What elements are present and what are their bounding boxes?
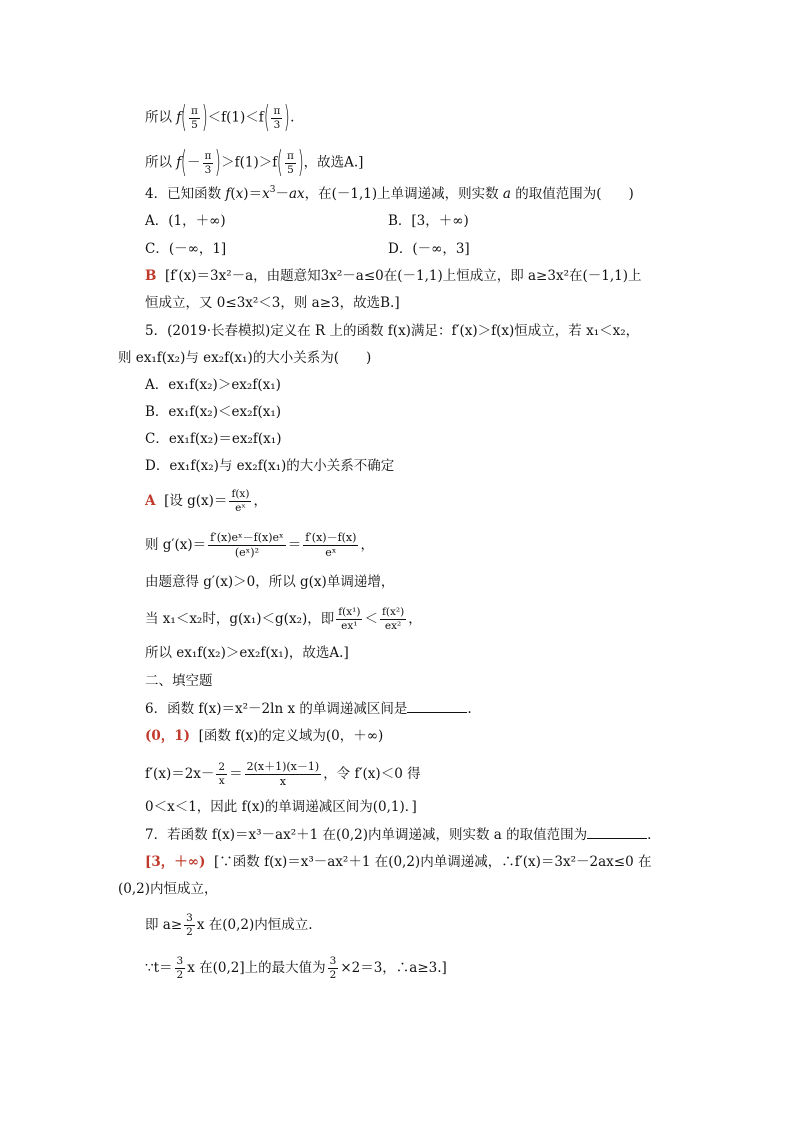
text: ×2＝3，∴a≥3.] [340, 960, 447, 976]
q6-solution-line-3: 0＜x＜1，因此 f(x)的单调递减区间为(0,1)．] [145, 799, 417, 815]
text: [f′(x)＝3x²－a，由题意知3x²－a≤0在(－1,1)上恒成立，即 a≥3x²在(－1,1)上 [165, 268, 642, 284]
superscript: 3 [269, 185, 276, 195]
text: ＜ [364, 611, 378, 627]
text: ＜f(1)＜f [207, 109, 264, 126]
frac-den: 5 [191, 118, 198, 131]
frac-den: 2 [186, 926, 193, 938]
left-paren: ( [277, 145, 284, 180]
q6-solution-line-2 [145, 760, 421, 789]
q4-option-d[interactable]: D．(－∞，3] [388, 241, 470, 257]
fraction-pi-5 [285, 150, 296, 177]
q5-solution-line-1 [145, 488, 267, 515]
q4-solution-line-1 [145, 267, 642, 285]
q5-solution-line-4 [145, 606, 422, 633]
fraction [184, 912, 195, 939]
frac-den: ex² [384, 620, 402, 632]
text: 所以 [145, 154, 172, 171]
q7-solution-line-4 [145, 955, 447, 982]
q4-answer: B [145, 268, 157, 284]
text: ， [408, 611, 422, 627]
frac-num: f(x) [231, 488, 250, 500]
text: [∵函数 f(x)＝x³－ax²＋1 在(0,2)内单调递减，∴f′(x)＝3x²－2ax≤0 在 [214, 854, 652, 870]
text: ax [288, 186, 305, 202]
frac-den: 2 [329, 969, 337, 981]
frac-num: π [204, 149, 212, 162]
text: － [275, 186, 289, 202]
q5-solution-line-3: 由题意得 g′(x)＞0，所以 g(x)单调递增， [145, 574, 395, 590]
text: [设 g(x)＝ [164, 493, 228, 509]
fraction-pi-3 [203, 150, 214, 177]
fraction [380, 606, 406, 633]
frac-den: (eˣ)² [234, 546, 260, 559]
right-paren: ) [215, 145, 222, 180]
right-paren: ) [201, 100, 208, 135]
text: ， [360, 537, 374, 553]
frac-num: 3 [176, 955, 184, 967]
text: 7．若函数 f(x)＝x³－ax²＋1 在(0,2)内单调递减，则实数 a 的取值范围为 [145, 827, 588, 843]
q7-stem [145, 826, 651, 844]
q5-stem-line-2: 则 ex₁f(x₂)与 ex₂f(x₁)的大小关系为( ) [118, 350, 372, 366]
frac-num: f(x¹) [338, 606, 361, 618]
q6-answer: (0，1) [145, 728, 191, 744]
frac-num: 2 [218, 761, 226, 773]
fraction-pi-3 [271, 105, 282, 132]
frac-num: f′(x)－f(x) [305, 531, 357, 544]
q5-answer: A [145, 493, 156, 509]
fraction [303, 531, 358, 560]
frac-num: π [286, 149, 294, 162]
text: . [647, 827, 652, 843]
fraction [175, 955, 186, 982]
text: [函数 f(x)的定义域为(0，＋∞) [198, 728, 384, 744]
frac-den: x [218, 775, 225, 787]
text: x [235, 186, 244, 202]
text: a [502, 186, 511, 202]
fraction [216, 761, 227, 788]
right-paren: ) [297, 145, 304, 180]
text: ( [230, 186, 236, 202]
text: 即 a≥ [145, 917, 183, 933]
q7-answer: [3，＋∞) [145, 854, 206, 870]
fraction [245, 760, 322, 789]
text: 6．函数 f(x)＝x²－2ln x 的单调递减区间是 [145, 701, 408, 717]
section-heading-fill-in: 二、填空题 [145, 673, 213, 689]
frac-den: 3 [204, 163, 212, 176]
text: ＞f(1)＞f [221, 154, 278, 171]
text: x [262, 186, 270, 202]
math-f: f [176, 154, 182, 171]
text: )＝ [243, 186, 263, 202]
text: f′(x)＝2x－ [145, 766, 215, 782]
frac-num: 3 [329, 955, 337, 967]
frac-num: π [273, 104, 281, 117]
q5-option-b[interactable]: B．ex₁f(x₂)＜ex₂f(x₁) [145, 404, 282, 420]
text: 当 x₁＜x₂时，g(x₁)＜g(x₂)，即 [145, 611, 335, 627]
q7-solution-line-2: (0,2)内恒成立， [118, 881, 218, 897]
text: － [187, 154, 201, 171]
q4-stem [145, 185, 634, 203]
fraction [229, 488, 251, 515]
text: 则 g′(x)＝ [145, 537, 207, 553]
text: x 在(0,2]上的最大值为 [187, 960, 326, 976]
frac-den: ex¹ [341, 620, 358, 632]
text: x 在(0,2)内恒成立. [196, 917, 313, 933]
answer-blank[interactable] [407, 700, 467, 713]
left-paren: ( [263, 100, 270, 135]
q6-solution-line-1 [145, 727, 383, 745]
text: f [225, 186, 231, 202]
math-f: f [176, 109, 182, 126]
text: . [290, 109, 295, 126]
text: ，在(－1,1)上单调递减，则实数 [304, 186, 503, 202]
right-paren: ) [284, 100, 291, 135]
text: ，故选A.] [303, 154, 364, 171]
frac-num: 3 [186, 912, 193, 924]
q4-option-c[interactable]: C．(－∞，1] [145, 241, 227, 257]
text: ， [253, 493, 267, 509]
fraction [208, 531, 286, 560]
fraction-pi-5 [189, 105, 200, 132]
q6-stem [145, 700, 472, 718]
text: ＝ [287, 537, 302, 553]
q5-solution-line-5: 所以 ex₁f(x₂)＞ex₂f(x₁)，故选A.] [145, 645, 349, 661]
q4-option-b[interactable]: B．[3，＋∞) [388, 213, 469, 229]
q5-solution-line-2 [145, 531, 374, 560]
frac-den: 3 [273, 118, 281, 131]
text: 所以 [145, 109, 172, 126]
q5-option-a[interactable]: A．ex₁f(x₂)＞ex₂f(x₁) [145, 377, 281, 393]
frac-num: 2(x＋1)(x－1) [246, 760, 320, 773]
q7-solution-line-1 [145, 853, 651, 871]
q5-option-c[interactable]: C．ex₁f(x₂)＝ex₂f(x₁) [145, 431, 282, 447]
q7-solution-line-3 [145, 912, 313, 939]
frac-num: f(x²) [381, 606, 405, 618]
frac-den: eˣ [235, 502, 246, 514]
frac-den: eˣ [325, 546, 337, 559]
frac-den: 5 [287, 163, 294, 176]
q5-option-d[interactable]: D．ex₁f(x₂)与 ex₂f(x₁)的大小关系不确定 [145, 458, 395, 474]
q4-solution-line-2: 恒成立，又 0≤3x²＜3，则 a≥3，故选B.] [145, 295, 400, 311]
frac-num: π [191, 104, 198, 117]
q5-stem-line-1: 5．(2019·长春模拟)定义在 R 上的函数 f(x)满足：f′(x)＞f(x)恒成立，若 x₁＜x₂， [145, 323, 640, 339]
frac-den: x [279, 775, 286, 788]
fraction [336, 606, 362, 633]
text: . [467, 701, 472, 717]
left-paren: ( [181, 100, 188, 135]
text: ∵t＝ [145, 960, 173, 976]
line-conclusion-1 [145, 100, 295, 135]
text: 4．已知函数 [145, 186, 226, 202]
line-conclusion-2 [145, 145, 364, 180]
answer-blank[interactable] [587, 826, 647, 839]
text: ，令 f′(x)＜0 得 [323, 766, 421, 782]
text: ＝ [229, 766, 243, 782]
frac-num: f′(x)eˣ－f(x)eˣ [210, 531, 284, 544]
left-paren: ( [181, 145, 188, 180]
q4-option-a[interactable]: A．(1，＋∞) [145, 213, 226, 229]
frac-den: 2 [176, 969, 184, 981]
text: 的取值范围为( ) [510, 186, 634, 202]
fraction [328, 955, 339, 982]
